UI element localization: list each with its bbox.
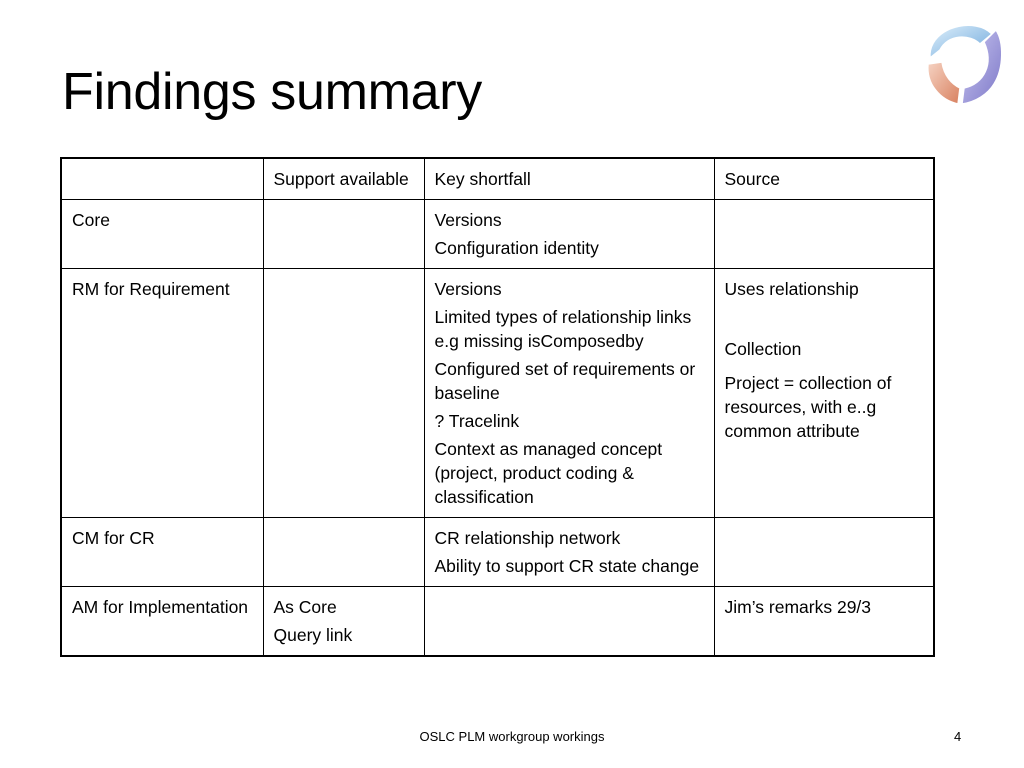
table-row	[61, 200, 934, 269]
oslc-logo-icon	[918, 18, 1004, 110]
area-cell: AM for Implementation	[61, 587, 263, 657]
shortfall-item: Versions	[434, 210, 502, 230]
support-cell	[263, 200, 424, 269]
support-cell	[263, 518, 424, 587]
shortfall-cell	[424, 518, 714, 587]
source-item: Uses relationship	[724, 279, 859, 299]
support-item: As Core	[273, 597, 337, 617]
source-cell	[714, 200, 934, 269]
area-cell: Core	[61, 200, 263, 269]
source-item: Project = collection of resources, with e..g common attribute	[724, 373, 892, 441]
shortfall-item: CR relationship network	[434, 528, 621, 548]
shortfall-item: Context as managed concept (project, product coding & classification	[434, 439, 663, 507]
support-item: Query link	[273, 625, 353, 645]
support-cell	[263, 587, 424, 657]
header-cell-shortfall: Key shortfall	[424, 158, 714, 200]
header-cell-source: Source	[714, 158, 934, 200]
table-row	[61, 518, 934, 587]
area-cell: RM for Requirement	[61, 269, 263, 518]
shortfall-cell	[424, 587, 714, 657]
shortfall-item: Configured set of requirements or baseline	[434, 359, 696, 403]
shortfall-cell	[424, 200, 714, 269]
shortfall-item: ? Tracelink	[434, 411, 520, 431]
page-number: 4	[954, 729, 962, 744]
shortfall-cell	[424, 269, 714, 518]
shortfall-item: Limited types of relationship links e.g missing isComposedby	[434, 307, 692, 351]
shortfall-item: Configuration identity	[434, 238, 599, 258]
header-cell-support: Support available	[263, 158, 424, 200]
shortfall-item: Versions	[434, 279, 502, 299]
header-cell-blank	[61, 158, 263, 200]
shortfall-item: Ability to support CR state change	[434, 556, 700, 576]
area-cell: CM for CR	[61, 518, 263, 587]
support-cell	[263, 269, 424, 518]
source-cell	[714, 269, 934, 518]
source-item: Jim’s remarks 29/3	[724, 597, 872, 617]
slide-title: Findings summary	[62, 63, 482, 121]
table-row	[61, 269, 934, 518]
source-cell	[714, 518, 934, 587]
slide-footer: OSLC PLM workgroup workings	[419, 729, 605, 744]
table-header-row	[61, 158, 934, 200]
table-row	[61, 587, 934, 657]
source-cell	[714, 587, 934, 657]
findings-table	[60, 157, 935, 657]
source-item: Collection	[724, 339, 802, 359]
